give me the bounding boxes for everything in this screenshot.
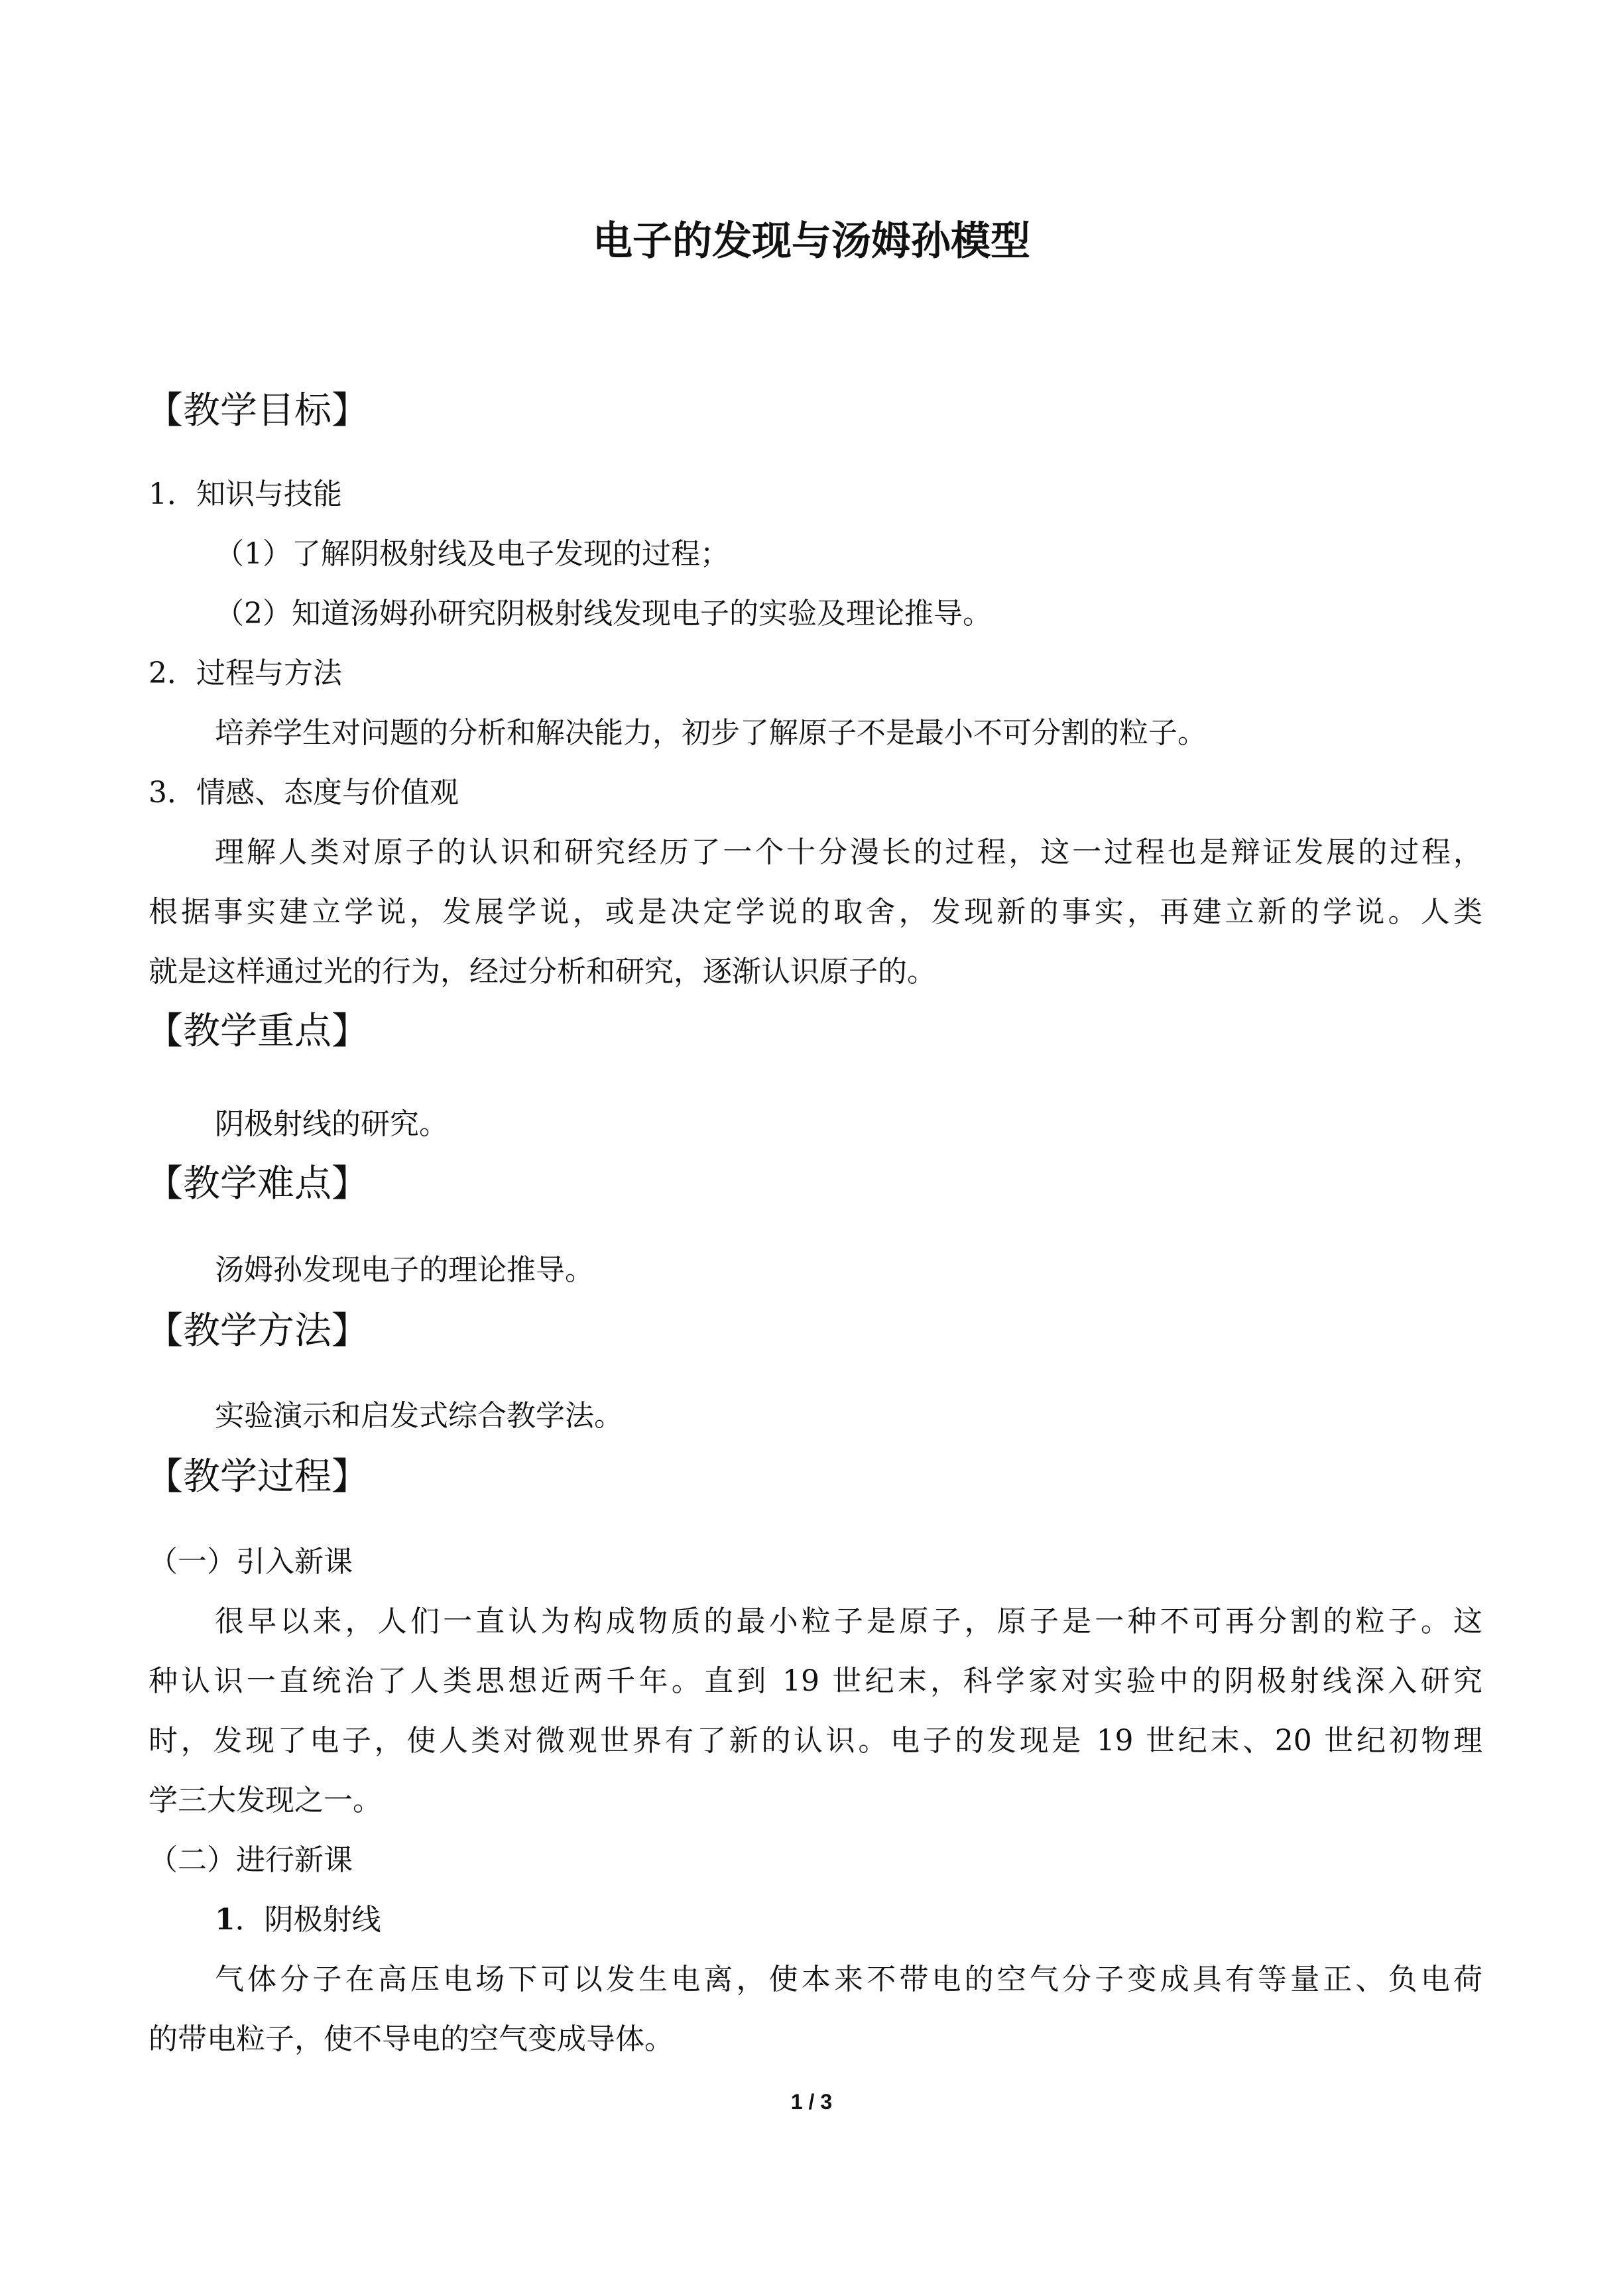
paragraph-line: 学三大发现之一。 — [149, 1783, 382, 1817]
subsection-number: 1 — [215, 1903, 235, 1937]
paragraph-line: 理解人类对原子的认识和研究经历了一个十分漫长的过程，这一过程也是辩证发展的过程， — [215, 835, 1482, 869]
section-heading-process: 【教学过程】 — [146, 1455, 369, 1498]
objective-item-2: （2）知道汤姆孙研究阴极射线发现电子的实验及理论推导。 — [215, 597, 992, 631]
difficulties-text: 汤姆孙发现电子的理论推导。 — [215, 1253, 594, 1287]
page-number: 1 / 3 — [790, 2090, 833, 2114]
process-part-1: （一）引入新课 — [149, 1545, 353, 1579]
key-points-text: 阴极射线的研究。 — [215, 1107, 448, 1141]
objective-item-1: （1）了解阴极射线及电子发现的过程； — [215, 537, 729, 571]
objective-emotion-values: 3．情感、态度与价值观 — [149, 776, 459, 810]
paragraph-line: 种认识一直统治了人类思想近两千年。直到 19 世纪末，科学家对实验中的阴极射线深入研究 — [149, 1664, 1482, 1698]
paragraph-line: 气体分子在高压电场下可以发生电离，使本来不带电的空气分子变成具有等量正、负电荷 — [215, 1963, 1482, 1996]
paragraph-line: 就是这样通过光的行为，经过分析和研究，逐渐认识原子的。 — [149, 955, 936, 989]
section-heading-objectives: 【教学目标】 — [146, 389, 369, 432]
subsection-title: ．阴极射线 — [235, 1903, 381, 1937]
section-heading-methods: 【教学方法】 — [146, 1309, 369, 1353]
objective-process-methods: 2．过程与方法 — [149, 656, 342, 690]
objective-process-text: 培养学生对问题的分析和解决能力，初步了解原子不是最小不可分割的粒子。 — [215, 716, 1207, 750]
process-part-2: （二）进行新课 — [149, 1843, 353, 1877]
section-heading-key-points: 【教学重点】 — [146, 1010, 369, 1053]
page-title: 电子的发现与汤姆孙模型 — [593, 218, 1030, 265]
methods-text: 实验演示和启发式综合教学法。 — [215, 1399, 623, 1433]
section-heading-difficulties: 【教学难点】 — [146, 1162, 369, 1205]
paragraph-line: 时，发现了电子，使人类对微观世界有了新的认识。电子的发现是 19 世纪末、20 世纪初物理 — [149, 1724, 1482, 1758]
paragraph-line: 很早以来，人们一直认为构成物质的最小粒子是原子，原子是一种不可再分割的粒子。这 — [215, 1604, 1482, 1638]
subsection-cathode-rays — [215, 1900, 381, 1940]
objective-knowledge-skills: 1．知识与技能 — [149, 477, 342, 511]
paragraph-line: 的带电粒子，使不导电的空气变成导体。 — [149, 2022, 674, 2056]
paragraph-line: 根据事实建立学说，发展学说，或是决定学说的取舍，发现新的事实，再建立新的学说。人类 — [149, 895, 1482, 929]
